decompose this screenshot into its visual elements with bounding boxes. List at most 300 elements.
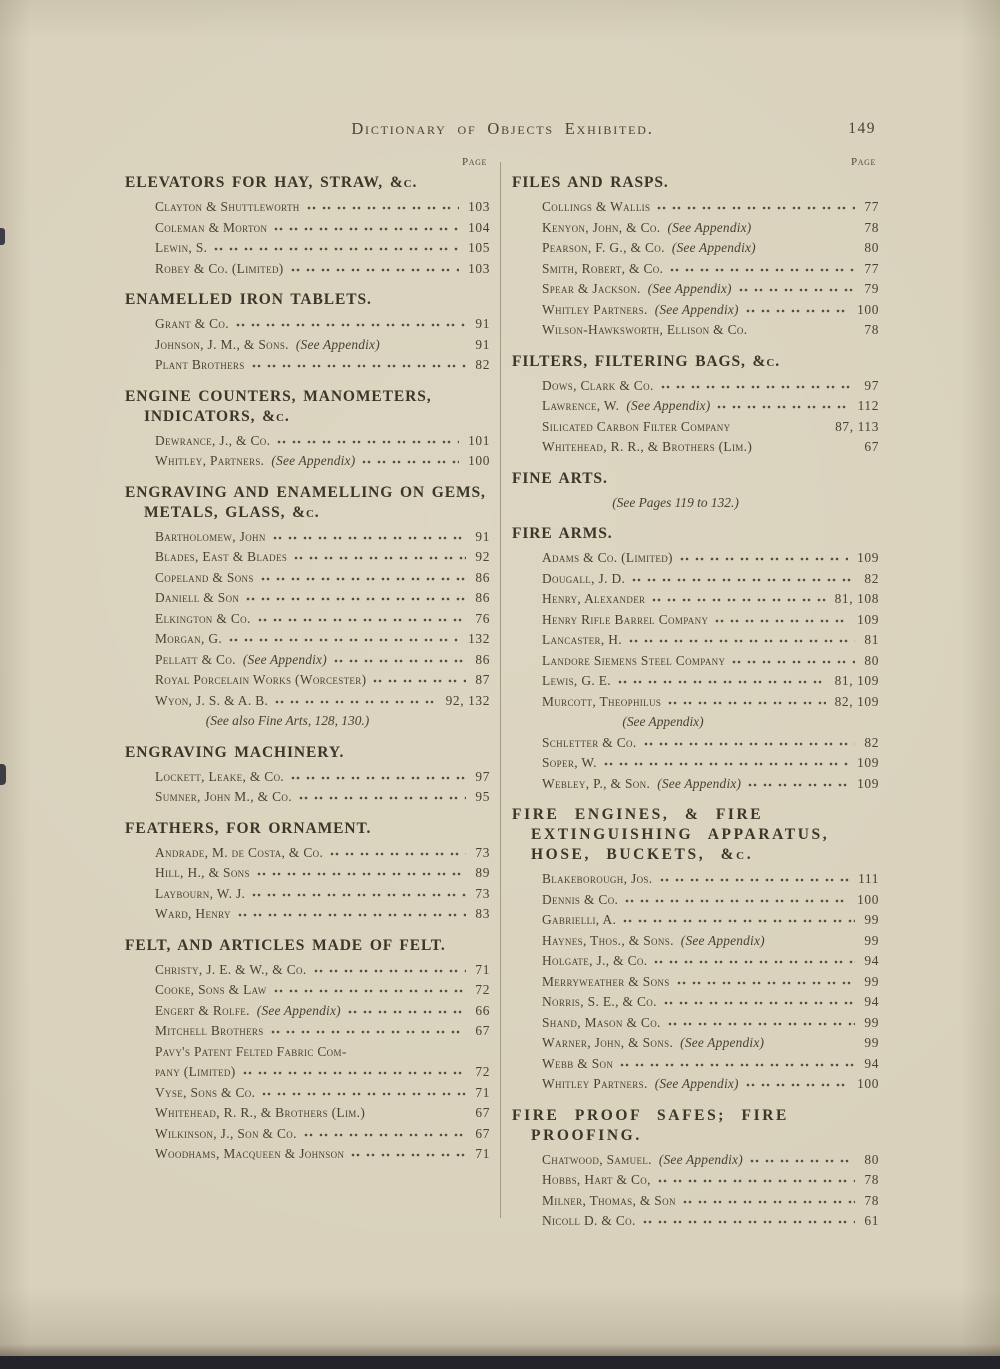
entry-name: Schletter & Co. — [542, 734, 637, 750]
leader-dots — [658, 1172, 856, 1184]
entry-see-appendix-note: (See Appendix) — [667, 219, 752, 235]
leader-dots — [683, 1193, 856, 1205]
leader-dots — [652, 591, 825, 603]
entry-name: Christy, J. E. & W., & Co. — [155, 961, 307, 977]
entry-see-appendix-note: (See Appendix) — [242, 651, 327, 667]
leader-dots — [262, 1085, 466, 1097]
leader-dots — [715, 612, 848, 624]
entry-row — [542, 890, 879, 911]
entry-name: Henry, Alexander — [542, 591, 646, 606]
entry-page-number: 132 — [468, 631, 490, 646]
entry-row — [542, 869, 879, 890]
entry-row — [155, 650, 490, 671]
entry-row — [542, 218, 879, 239]
entry-page-number: 82 — [864, 570, 879, 586]
entry-page-number: 72 — [475, 982, 490, 997]
leader-dots — [214, 240, 459, 252]
entry-page-number: 100 — [857, 301, 879, 317]
leader-dots — [362, 453, 459, 465]
leader-dots — [632, 571, 855, 583]
entry-row — [542, 1054, 879, 1075]
entry-page-number: 81, 108 — [834, 591, 879, 606]
index-section — [125, 819, 490, 925]
leader-dots — [261, 570, 467, 582]
entry-row — [155, 629, 490, 650]
entry-page-number: 86 — [475, 569, 490, 585]
entry-page-number: 81, 109 — [834, 673, 879, 688]
entry-name: Blakeborough, Jos. — [542, 871, 653, 886]
entry-page-number: 100 — [857, 891, 879, 907]
entry-page-number: 76 — [475, 610, 490, 626]
entry-row — [542, 396, 879, 417]
entry-page-number: 78 — [864, 1192, 879, 1208]
leader-dots — [748, 776, 848, 788]
entry-row — [155, 1144, 490, 1165]
index-section — [512, 805, 879, 1095]
leader-dots — [334, 652, 467, 664]
leader-dots — [246, 590, 466, 602]
entry-name: Mitchell Brothers — [155, 1023, 264, 1038]
index-section — [512, 524, 879, 794]
entry-page-number: 78 — [864, 1172, 879, 1187]
column-divider-rule — [500, 162, 501, 1218]
entry-page-number: 100 — [468, 453, 490, 468]
leader-dots — [299, 789, 467, 801]
leader-dots — [291, 769, 466, 781]
entry-row — [155, 451, 490, 472]
entry-see-appendix-note: (See Appendix) — [271, 453, 356, 468]
entry-name: Pearson, F. G., & Co. — [542, 240, 665, 255]
leader-dots — [661, 378, 856, 390]
entry-page-number: 91 — [475, 528, 490, 544]
entry-name: Whitley Partners. — [542, 1076, 648, 1091]
entry-name: Dougall, J. D. — [542, 570, 626, 586]
entry-see-appendix-note: (See Appendix) — [295, 336, 380, 352]
entry-name: Vyse, Sons & Co. — [155, 1084, 256, 1100]
leader-dots — [680, 550, 848, 562]
entry-page-number: 71 — [475, 1146, 490, 1161]
leader-dots — [314, 962, 467, 974]
entry-row — [542, 671, 879, 692]
entry-name: Lancaster, H. — [542, 632, 622, 647]
entry-row — [542, 1170, 879, 1191]
index-section — [125, 173, 490, 279]
section-heading: FILTERS, FILTERING BAGS, &c. — [512, 352, 780, 370]
section-heading: FEATHERS, FOR ORNAMENT. — [125, 819, 372, 837]
index-section — [512, 173, 879, 341]
leader-dots — [629, 632, 855, 644]
binding-mark — [0, 764, 6, 785]
entry-name: Kenyon, John, & Co. — [542, 219, 661, 235]
entry-name: Andrade, M. de Costa, & Co. — [155, 844, 324, 860]
entry-row — [155, 547, 490, 568]
entry-row — [155, 1124, 490, 1145]
section-heading: FIRE ARMS. — [512, 525, 613, 542]
entry-see-appendix-note: (See Appendix) — [256, 1002, 341, 1018]
entry-page-number: 111 — [858, 871, 879, 886]
entry-row — [155, 355, 490, 376]
entry-page-number: 105 — [468, 240, 490, 255]
entry-note-below: (See Appendix) — [622, 714, 704, 729]
entry-page-number: 67 — [864, 439, 879, 454]
entry-see-appendix-note: (See Appendix) — [654, 301, 739, 317]
entry-row — [155, 218, 490, 239]
entry-name: Daniell & Son — [155, 590, 240, 605]
entry-name: Dows, Clark & Co. — [542, 377, 654, 393]
leader-dots — [732, 653, 855, 665]
section-heading: ENGRAVING AND ENAMELLING ON GEMS, METALS, GLASS, &c. — [125, 483, 486, 521]
entry-page-number: 94 — [864, 1055, 879, 1071]
section-heading: ENAMELLED IRON TABLETS. — [125, 291, 372, 308]
index-section — [125, 483, 490, 732]
index-section — [125, 387, 490, 472]
entry-page-number: 94 — [864, 953, 879, 968]
entry-page-number: 80 — [864, 1151, 879, 1167]
entry-row — [155, 787, 490, 808]
entry-row — [542, 910, 879, 931]
entry-page-number: 109 — [857, 775, 879, 791]
entry-name: Johnson, J. M., & Sons. — [155, 336, 289, 352]
entry-row — [542, 1150, 879, 1171]
section-heading: FILES AND RASPS. — [512, 174, 669, 191]
leader-dots — [274, 982, 467, 994]
entry-row — [155, 691, 490, 712]
entry-name: Lockett, Leake, & Co. — [155, 768, 285, 784]
entry-row — [542, 197, 879, 218]
entry-page-number: 82 — [475, 357, 490, 372]
entry-row — [542, 279, 879, 300]
entry-page-number: 95 — [475, 789, 490, 804]
entry-row — [542, 569, 879, 590]
entry-page-number: 92 — [475, 549, 490, 564]
entry-see-appendix-note: (See Appendix) — [671, 240, 756, 255]
leader-dots — [717, 398, 848, 410]
entry-page-number: 71 — [475, 1084, 490, 1100]
entry-name: Pellatt & Co. — [155, 651, 236, 667]
entry-name: Sumner, John M., & Co. — [155, 789, 292, 804]
entry-name: Ward, Henry — [155, 906, 231, 921]
entry-page-number: 67 — [475, 1105, 490, 1120]
entry-page-number: 99 — [864, 1014, 879, 1030]
section-heading: ELEVATORS FOR HAY, STRAW, &c. — [125, 174, 418, 191]
entry-page-number: 109 — [857, 755, 879, 770]
entry-name: Silicated Carbon Filter Company — [542, 418, 731, 434]
entry-page-number: 77 — [864, 260, 879, 276]
see-reference-note: (See also Fine Arts, 128, 130.) — [205, 713, 370, 728]
entry-page-number: 61 — [864, 1213, 879, 1228]
entry-row — [542, 1211, 879, 1232]
entry-page-number: 78 — [864, 322, 879, 337]
entry-row — [542, 610, 879, 631]
entry-see-appendix-note: (See Appendix) — [626, 398, 711, 413]
leader-dots — [677, 974, 856, 986]
entry-row — [542, 931, 879, 952]
leader-dots — [271, 1023, 467, 1035]
entry-name: Lewin, S. — [155, 240, 208, 255]
leader-dots — [351, 1146, 466, 1158]
leader-dots — [257, 865, 467, 877]
entry-name: Wilkinson, J., Son & Co. — [155, 1125, 297, 1141]
entry-page-number: 99 — [864, 932, 879, 948]
entry-row — [542, 972, 879, 993]
entry-row — [155, 238, 490, 259]
entry-row — [155, 197, 490, 218]
leader-dots — [625, 892, 848, 904]
entry-page-number: 97 — [475, 768, 490, 784]
leader-dots — [274, 220, 459, 232]
entry-page-number: 99 — [864, 912, 879, 927]
entry-row — [542, 417, 879, 438]
entry-page-number: 80 — [864, 240, 879, 255]
entry-row — [155, 588, 490, 609]
section-heading: FIRE ENGINES, & FIRE EXTINGUISHING APPARATUS, HOSE, BUCKETS, &c. — [512, 806, 830, 863]
entry-name: Cooke, Sons & Law — [155, 982, 267, 997]
entry-row — [542, 238, 879, 259]
entry-name: Murcott, Theophilus — [542, 693, 662, 709]
entry-page-number: 73 — [475, 885, 490, 901]
entry-row — [542, 589, 879, 610]
entry-page-number: 71 — [475, 961, 490, 977]
entry-row — [155, 980, 490, 1001]
entry-name: Whitehead, R. R., & Brothers (Lim.) — [155, 1105, 366, 1120]
leader-dots — [252, 357, 467, 369]
entry-page-number: 99 — [864, 973, 879, 989]
entry-name: Wyon, J. S. & A. B. — [155, 692, 269, 708]
entry-page-number: 103 — [468, 260, 490, 276]
right-column — [512, 156, 879, 1232]
leader-dots — [644, 735, 856, 747]
entry-name: Whitehead, R. R., & Brothers (Lim.) — [542, 439, 753, 454]
entry-name: Dewrance, J., & Co. — [155, 432, 271, 448]
entry-see-appendix-note: (See Appendix) — [654, 1076, 739, 1091]
leader-dots — [307, 199, 459, 211]
entry-name: Whitley, Partners. — [155, 453, 265, 468]
leader-dots — [273, 529, 467, 541]
entry-name: Milner, Thomas, & Son — [542, 1192, 676, 1208]
leader-dots — [252, 886, 466, 898]
entry-name: Woodhams, Macqueen & Johnson — [155, 1146, 345, 1161]
entry-row — [542, 651, 879, 672]
running-head — [125, 119, 880, 143]
entry-name: Hobbs, Hart & Co, — [542, 1172, 651, 1187]
section-heading: FELT, AND ARTICLES MADE OF FELT. — [125, 936, 446, 954]
entry-page-number: 82, 109 — [834, 693, 879, 709]
entry-row — [542, 692, 879, 713]
entry-page-number: 80 — [864, 652, 879, 668]
leader-dots — [291, 261, 460, 273]
entry-row — [155, 568, 490, 589]
entry-see-appendix-note: (See Appendix) — [680, 1035, 765, 1050]
entry-page-number: 91 — [475, 316, 490, 331]
entry-page-number: 112 — [857, 398, 879, 413]
entry-name: Henry Rifle Barrel Company — [542, 611, 709, 627]
entry-page-number: 101 — [468, 432, 490, 448]
leader-dots — [670, 261, 855, 273]
entry-name: Robey & Co. (Limited) — [155, 260, 284, 276]
leader-dots — [660, 871, 850, 883]
entry-page-number: 94 — [864, 994, 879, 1009]
entry-name: Spear & Jackson. — [542, 281, 641, 296]
leader-dots — [739, 281, 856, 293]
leader-dots — [330, 845, 466, 857]
leader-dots — [304, 1126, 467, 1138]
entry-row — [542, 1191, 879, 1212]
entry-row — [155, 863, 490, 884]
entry-row — [155, 670, 490, 691]
leader-dots — [623, 912, 855, 924]
entry-row — [542, 1033, 879, 1054]
leader-dots — [750, 1152, 856, 1164]
column-page-label: Page — [462, 156, 487, 168]
entry-name: Haynes, Thos., & Sons. — [542, 932, 674, 948]
entry-page-number: 86 — [475, 590, 490, 605]
entry-name: Adams & Co. (Limited) — [542, 550, 673, 565]
leader-dots — [620, 1056, 855, 1068]
leader-dots — [373, 672, 466, 684]
entry-row — [542, 951, 879, 972]
entry-row — [542, 733, 879, 754]
entry-page-number: 91 — [475, 336, 490, 352]
running-head-title: Dictionary of Objects Exhibited. — [351, 119, 654, 138]
entry-name: Webley, P., & Son. — [542, 775, 651, 791]
entry-page-number: 87 — [475, 672, 490, 687]
index-section — [125, 290, 490, 376]
folio-page-number: 149 — [848, 120, 876, 137]
entry-row — [542, 376, 879, 397]
entry-name: Plant Brothers — [155, 357, 245, 372]
entry-name: Engert & Rolfe. — [155, 1002, 250, 1018]
entry-row — [155, 767, 490, 788]
index-section — [125, 743, 490, 808]
entry-row — [155, 609, 490, 630]
entry-name: Grant & Co. — [155, 316, 229, 331]
entry-name: Laybourn, W. J. — [155, 885, 246, 901]
index-section — [512, 352, 879, 458]
entry-row — [542, 437, 879, 458]
entry-row — [155, 527, 490, 548]
entry-name: Smith, Robert, & Co. — [542, 260, 664, 276]
leader-dots — [657, 199, 855, 211]
scan-bottom-edge — [0, 1356, 1000, 1369]
binding-mark — [0, 228, 5, 245]
entry-page-number: 109 — [857, 550, 879, 565]
index-section — [512, 1106, 879, 1232]
entry-see-appendix-note: (See Appendix) — [647, 281, 732, 296]
entry-row — [155, 1021, 490, 1042]
entry-name: Royal Porcelain Works (Worcester) — [155, 672, 367, 687]
entry-name: Webb & Son — [542, 1055, 614, 1071]
entry-row — [155, 431, 490, 452]
leader-dots — [277, 433, 459, 445]
entry-page-number: 104 — [468, 219, 490, 235]
entry-page-number: 87, 113 — [835, 418, 879, 434]
entry-name: Elkington & Co. — [155, 610, 251, 626]
entry-name: Copeland & Sons — [155, 569, 254, 585]
entry-name: Lawrence, W. — [542, 398, 620, 413]
entry-name: Coleman & Morton — [155, 219, 268, 235]
entry-page-number: 66 — [475, 1002, 490, 1018]
entry-page-number: 67 — [475, 1125, 490, 1141]
entry-name: Landore Siemens Steel Company — [542, 652, 726, 668]
entry-page-number: 100 — [857, 1076, 879, 1091]
entry-name: Nicoll D. & Co. — [542, 1213, 636, 1228]
entry-row — [155, 960, 490, 981]
entry-name: Hill, H., & Sons — [155, 865, 250, 880]
entry-row — [155, 843, 490, 864]
entry-page-number: 72 — [475, 1064, 490, 1079]
entry-row — [542, 1013, 879, 1034]
entry-row — [155, 904, 490, 925]
entry-name: Pavy's Patent Felted Fabric Com- — [155, 1043, 347, 1059]
leader-dots — [238, 906, 467, 918]
left-column — [125, 156, 490, 1232]
entry-name: Clayton & Shuttleworth — [155, 199, 300, 214]
entry-row — [542, 630, 879, 651]
entry-name: Lewis, G. E. — [542, 673, 611, 688]
entry-name: Dennis & Co. — [542, 891, 619, 907]
entry-name-continued: pany (Limited) — [155, 1064, 236, 1079]
entry-name: Chatwood, Samuel. — [542, 1151, 652, 1167]
see-reference-note: (See Pages 119 to 132.) — [612, 494, 739, 510]
leader-dots — [746, 302, 848, 314]
index-section — [512, 469, 879, 514]
leader-dots — [618, 673, 826, 685]
entry-row — [542, 259, 879, 280]
entry-row — [542, 320, 879, 341]
entry-page-number: 67 — [475, 1023, 490, 1038]
leader-dots — [275, 693, 436, 705]
entry-row — [155, 314, 490, 335]
entry-page-number: 77 — [864, 199, 879, 214]
entry-row — [542, 753, 879, 774]
entry-name: Whitley Partners. — [542, 301, 648, 317]
leader-dots — [664, 994, 856, 1006]
section-heading: FINE ARTS. — [512, 469, 608, 487]
entry-page-number: 86 — [475, 651, 490, 667]
entry-name: Gabrielli, A. — [542, 912, 617, 927]
index-section — [125, 936, 490, 1165]
entry-name: Morgan, G. — [155, 631, 223, 646]
entry-page-number: 81 — [864, 632, 879, 647]
section-heading: ENGRAVING MACHINERY. — [125, 743, 345, 761]
leader-dots — [258, 611, 467, 623]
section-heading: FIRE PROOF SAFES; FIRE PROOFING. — [512, 1106, 789, 1144]
entry-page-number: 99 — [864, 1035, 879, 1050]
entry-row — [155, 335, 490, 356]
entry-page-number: 97 — [864, 377, 879, 393]
leader-dots — [643, 1213, 856, 1225]
entry-page-number: 89 — [475, 865, 490, 880]
entry-row — [155, 1083, 490, 1104]
column-page-label: Page — [851, 156, 876, 168]
entry-row — [155, 884, 490, 905]
entry-name: Soper, W. — [542, 755, 597, 770]
leader-dots — [746, 1076, 848, 1088]
entry-name: Warner, John, & Sons. — [542, 1035, 674, 1050]
entry-name: Merryweather & Sons — [542, 973, 670, 989]
leader-dots — [604, 755, 848, 767]
entry-row — [155, 1103, 490, 1124]
entry-name: Holgate, J., & Co. — [542, 953, 648, 968]
entry-name: Blades, East & Blades — [155, 549, 288, 564]
index-columns — [125, 156, 879, 1232]
entry-row — [155, 1062, 490, 1083]
entry-page-number: 73 — [475, 844, 490, 860]
leader-dots — [654, 953, 855, 965]
leader-dots — [348, 1003, 467, 1015]
entry-name: Norris, S. E., & Co. — [542, 994, 657, 1009]
entry-name: Bartholomew, John — [155, 528, 266, 544]
